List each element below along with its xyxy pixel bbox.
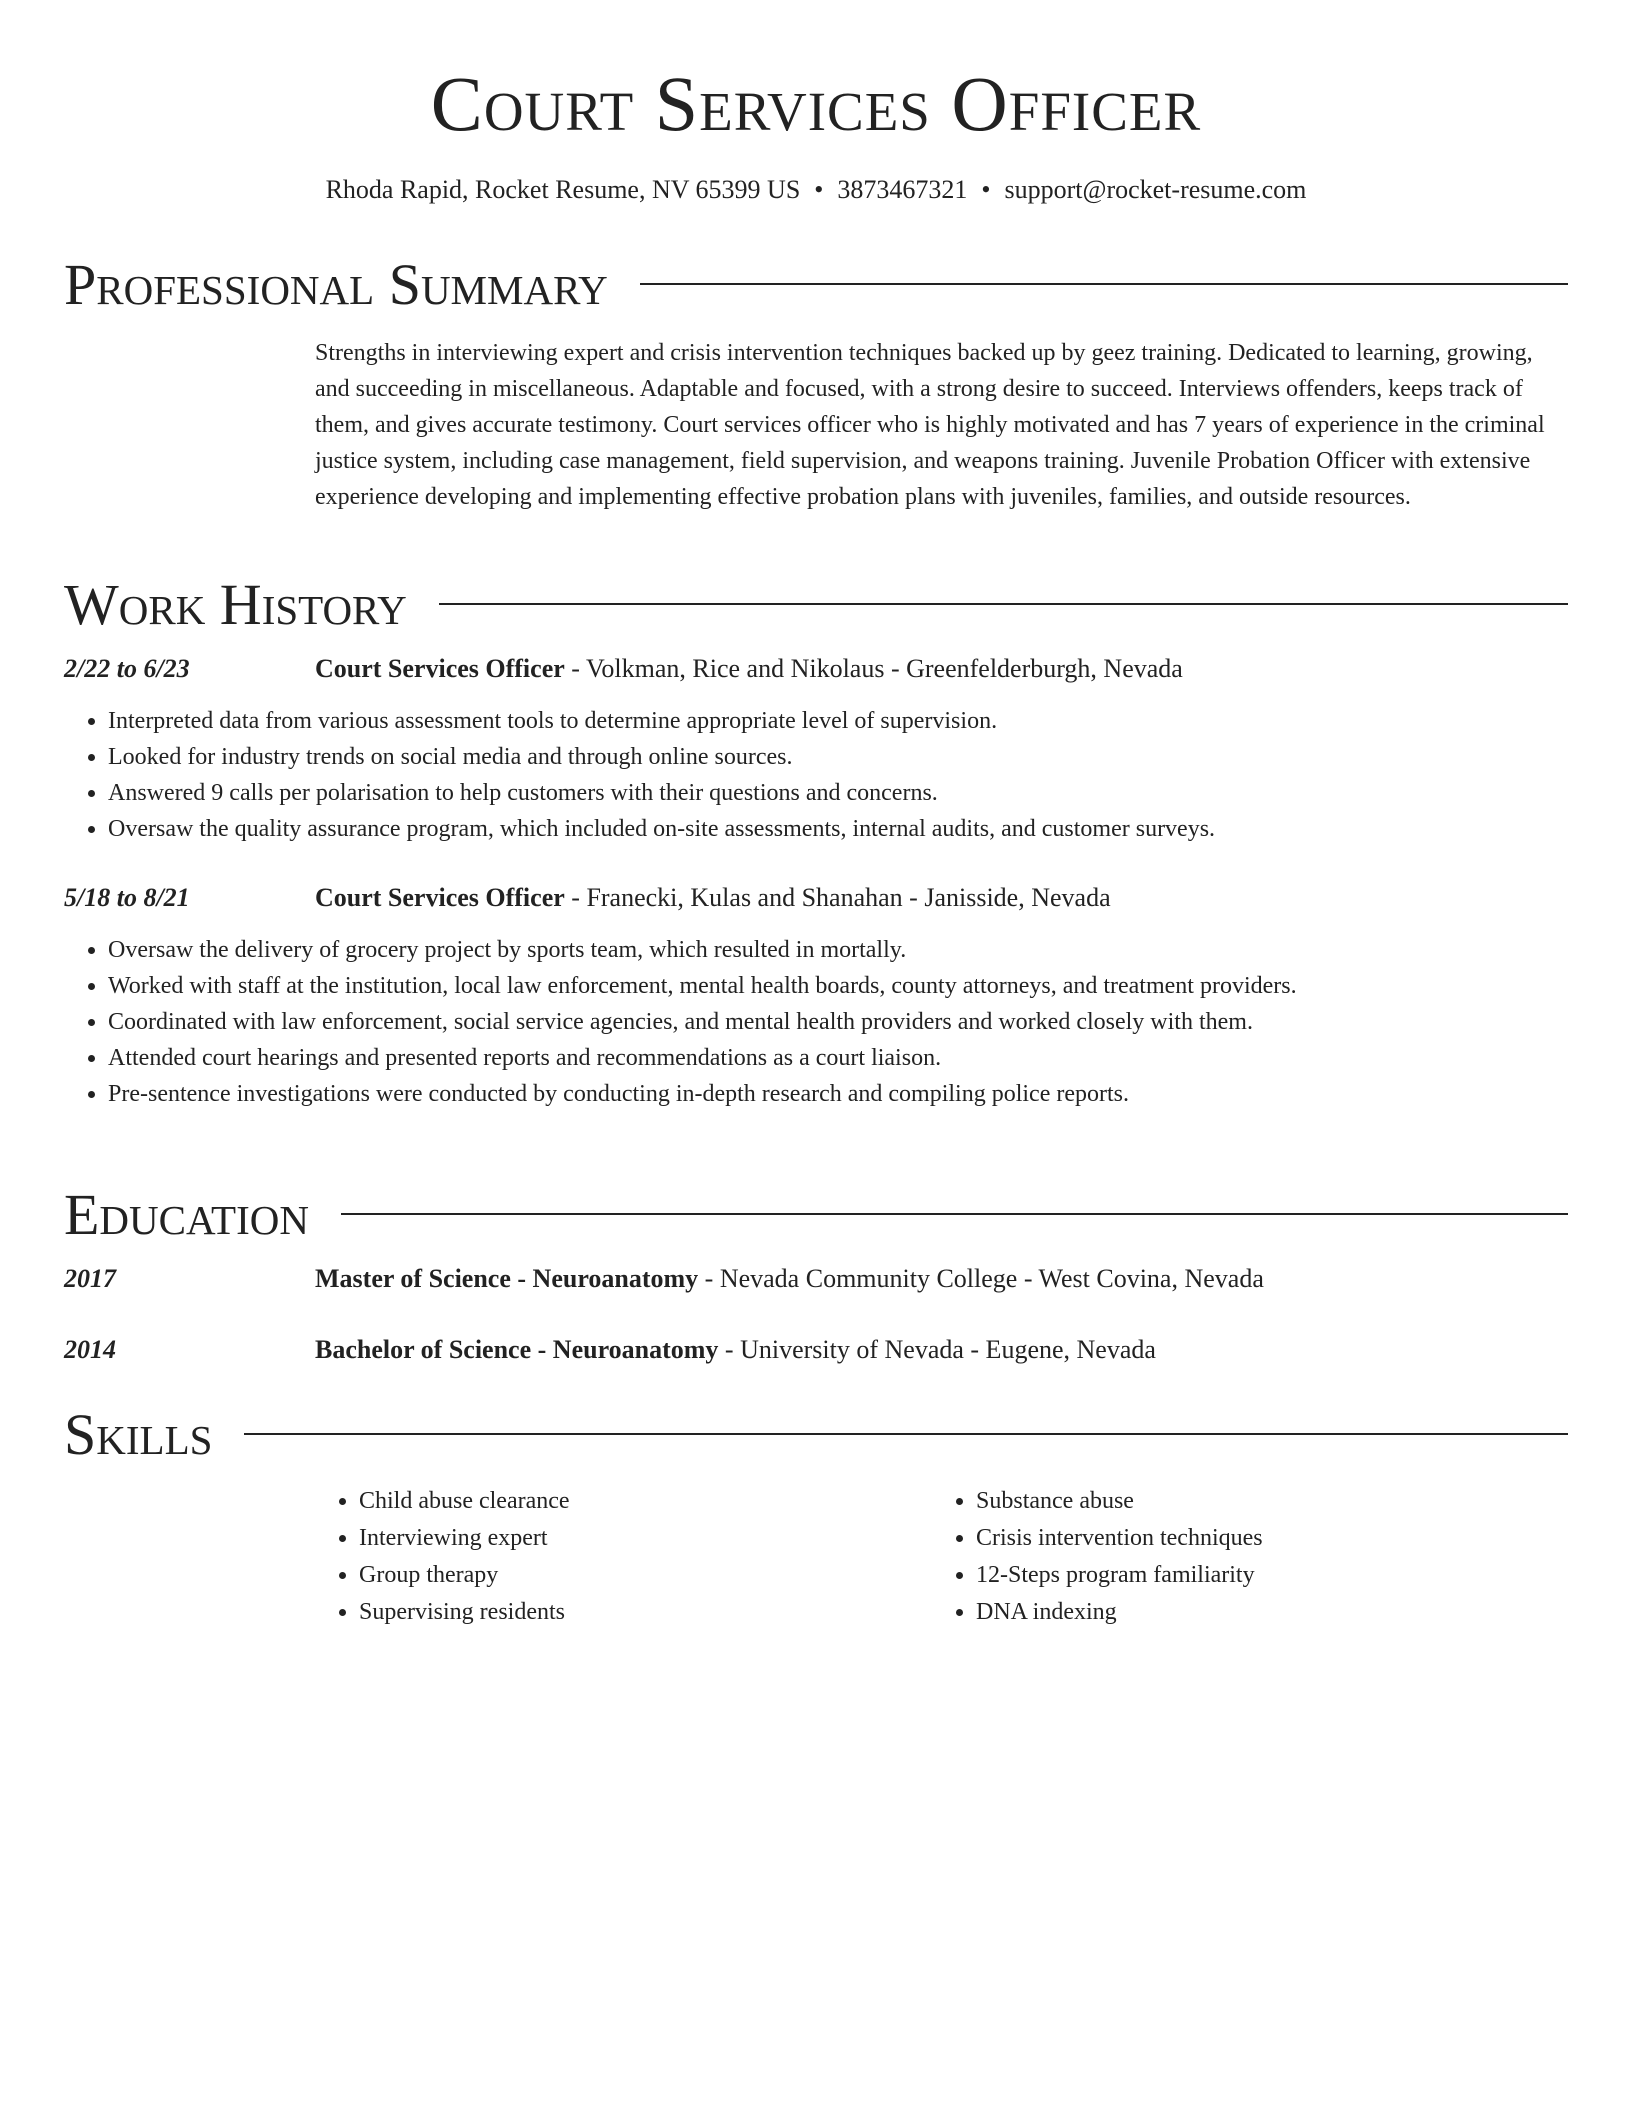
resume-name-heading: Court Services Officer [430, 60, 1202, 147]
job-dates: 5/18 to 8/21 [64, 883, 190, 912]
job-bullet: • Attended court hearings and presented reports and recommendations as a court liaison. [108, 1040, 1568, 1076]
skill-item: • Group therapy [359, 1557, 932, 1594]
job-bullet: • Interpreted data from various assessment tools to determine appropriate level of supervision. [108, 703, 1568, 739]
work-history-title: Work History [64, 572, 407, 637]
education-title: Education [64, 1182, 309, 1247]
job-dates: 2/22 to 6/23 [64, 654, 190, 683]
contact-address: Rhoda Rapid, Rocket Resume, NV 65399 US [325, 175, 801, 204]
work-history-header [64, 573, 1568, 637]
skill-item: • Interviewing expert [359, 1520, 932, 1557]
job-bullet-list [64, 703, 1568, 847]
summary-title: Professional Summary [64, 252, 608, 317]
education-header [64, 1183, 1568, 1247]
section-divider [244, 1433, 1568, 1435]
job-bullet: • Answered 9 calls per polarisation to help customers with their questions and concerns. [108, 775, 1568, 811]
job-entry [64, 880, 1568, 1112]
education-school-location: - University of Nevada - Eugene, Nevada [718, 1335, 1156, 1364]
contact-separator: • [981, 175, 991, 204]
work-history-section [64, 573, 1568, 1112]
education-degree: Master of Science - Neuroanatomy [315, 1264, 699, 1293]
education-year: 2017 [64, 1264, 116, 1293]
education-entry [64, 1261, 1568, 1297]
skills-header [64, 1403, 1568, 1467]
job-bullet: • Worked with staff at the institution, local law enforcement, mental health boards, county attorneys, and treatment providers. [108, 968, 1568, 1004]
skill-item: • Supervising residents [359, 1594, 932, 1631]
job-header-row [64, 651, 1568, 687]
section-divider [341, 1213, 1568, 1215]
contact-separator: • [814, 175, 824, 204]
section-divider [640, 283, 1568, 285]
contact-phone: 3873467321 [837, 175, 968, 204]
job-entry [64, 651, 1568, 847]
skill-item: • Substance abuse [976, 1483, 1549, 1520]
job-bullet: • Oversaw the quality assurance program, which included on-site assessments, internal audits, and customer surveys. [108, 811, 1568, 847]
job-title: Court Services Officer [315, 883, 565, 912]
skill-item: • 12-Steps program familiarity [976, 1557, 1549, 1594]
job-bullet: • Looked for industry trends on social media and through online sources. [108, 739, 1568, 775]
skills-list [315, 1483, 932, 1631]
contact-email: support@rocket-resume.com [1004, 175, 1307, 204]
job-bullet: • Oversaw the delivery of grocery project by sports team, which resulted in mortally. [108, 932, 1568, 968]
skills-column-left [315, 1483, 932, 1631]
job-header-row [64, 880, 1568, 916]
section-divider [439, 603, 1568, 605]
job-heading [315, 651, 1183, 687]
skills-title: Skills [64, 1402, 213, 1467]
job-employer-location: - Franecki, Kulas and Shanahan - Janisside, Nevada [564, 883, 1111, 912]
skills-column-right [932, 1483, 1549, 1631]
summary-text: Strengths in interviewing expert and crisis intervention techniques backed up by geez training. Dedicated to learning, growing, and succeeding in miscellaneous. Adaptable and focused, with a strong desire to succeed. Interviews offenders, keeps track of them, and gives accurate testimony. Court services officer who is highly motivated and has 7 years of experience in the criminal justice system, including case management, field supervision, and weapons training. Juvenile Probation Officer with extensive experience developing and implementing effective probation plans with juveniles, families, and outside resources. [315, 340, 1545, 510]
skill-item: • Crisis intervention techniques [976, 1520, 1549, 1557]
contact-line [0, 172, 1632, 208]
education-heading [315, 1332, 1156, 1368]
education-heading [315, 1261, 1264, 1297]
job-bullet: • Coordinated with law enforcement, social service agencies, and mental health providers and worked closely with them. [108, 1004, 1568, 1040]
job-title: Court Services Officer [315, 654, 565, 683]
summary-section [64, 253, 1568, 515]
education-school-location: - Nevada Community College - West Covina, Nevada [698, 1264, 1264, 1293]
skills-grid [315, 1483, 1568, 1631]
job-heading [315, 880, 1111, 916]
skills-section [64, 1403, 1568, 1631]
job-bullet-list [64, 932, 1568, 1112]
education-section [64, 1183, 1568, 1368]
job-bullet: • Pre-sentence investigations were conducted by conducting in-depth research and compiling police reports. [108, 1076, 1568, 1112]
education-year: 2014 [64, 1335, 116, 1364]
summary-body [315, 335, 1568, 515]
skills-list [932, 1483, 1549, 1631]
skill-item: • Child abuse clearance [359, 1483, 932, 1520]
education-entry [64, 1332, 1568, 1368]
skill-item: • DNA indexing [976, 1594, 1549, 1631]
job-employer-location: - Volkman, Rice and Nikolaus - Greenfelderburgh, Nevada [564, 654, 1183, 683]
education-degree: Bachelor of Science - Neuroanatomy [315, 1335, 719, 1364]
summary-header [64, 253, 1568, 317]
